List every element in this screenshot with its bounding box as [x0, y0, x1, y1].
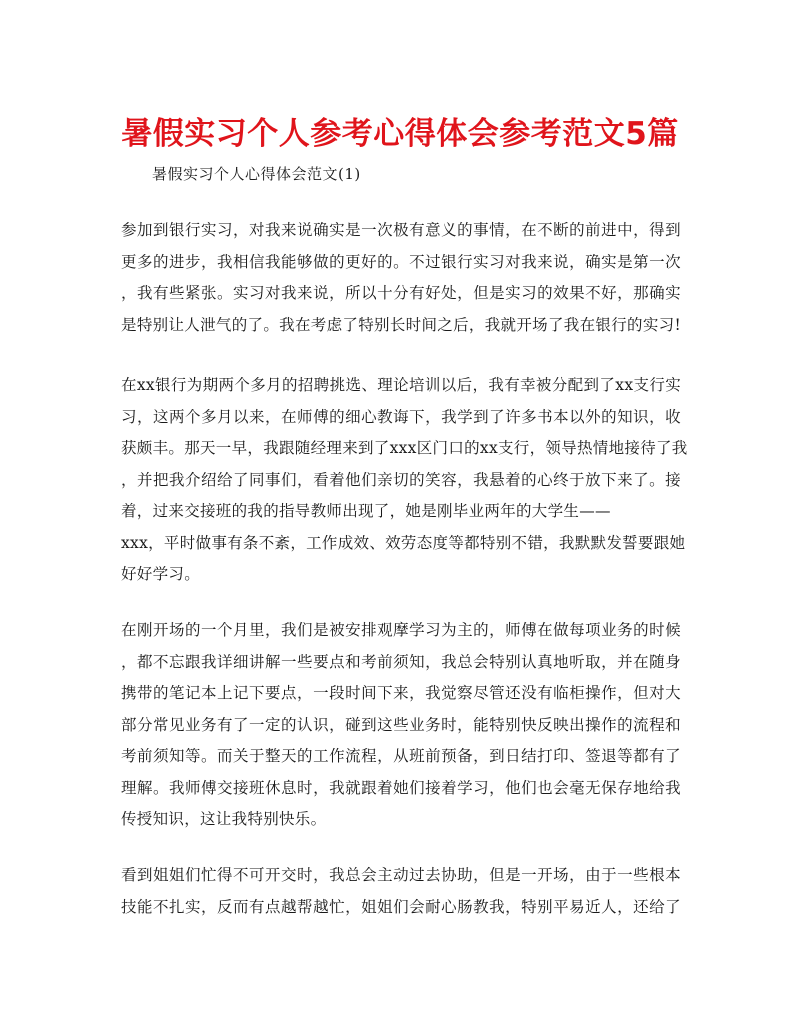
- paragraph-line: 考前须知等。而关于整天的工作流程，从班前预备，到日结打印、签退等都有了: [121, 747, 681, 765]
- document-title: 暑假实习个人参考心得体会参考范文5篇: [121, 116, 679, 152]
- paragraph-line: 获颇丰。那天一早，我跟随经理来到了xxx区门口的xx支行，领导热情地接待了我: [121, 439, 688, 457]
- paragraph-1: [121, 215, 681, 341]
- paragraph-line: 参加到银行实习，对我来说确实是一次极有意义的事情，在不断的前进中，得到: [121, 221, 681, 239]
- paragraph-line: 理解。我师傅交接班休息时，我就跟着她们接着学习，他们也会毫无保存地给我: [121, 778, 681, 797]
- paragraph-line: 携带的笔记本上记下要点，一段时间下来，我觉察尽管还没有临柜操作，但对大: [121, 684, 681, 702]
- paragraph-line: ，我有些紧张。实习对我来说，所以十分有好处，但是实习的效果不好，那确实: [121, 284, 681, 302]
- paragraph-line: 传授知识，这让我特别快乐。: [121, 810, 327, 828]
- paragraph-line: 习，这两个多月以来，在师傅的细心教诲下，我学到了许多书本以外的知识，收: [121, 407, 681, 426]
- paragraph-line: 看到姐姐们忙得不可开交时，我总会主动过去协助，但是一开场，由于一些根本: [121, 866, 681, 884]
- paragraph-line: ，都不忘跟我详细讲解一些要点和考前须知，我总会特别认真地听取，并在随身: [121, 652, 681, 671]
- paragraph-3: [121, 615, 681, 836]
- paragraph-2: [121, 370, 688, 591]
- paragraph-line: xxx，平时做事有条不紊，工作成效、效劳态度等都特别不错，我默默发誓要跟她: [121, 533, 686, 552]
- paragraph-line: 是特别让人泄气的了。我在考虑了特别长时间之后，我就开场了我在银行的实习!: [121, 315, 681, 334]
- paragraph-line: 着，过来交接班的我的指导教师出现了，她是刚毕业两年的大学生——: [121, 502, 611, 520]
- paragraph-line: ，并把我介绍给了同事们，看着他们亲切的笑容，我悬着的心终于放下来了。接: [121, 470, 681, 489]
- paragraph-line: 更多的进步，我相信我能够做的更好的。不过银行实习对我来说，确实是第一次: [121, 252, 681, 271]
- paragraph-line: 在刚开场的一个月里，我们是被安排观摩学习为主的，师傅在做每项业务的时候: [121, 621, 681, 639]
- paragraph-4: [121, 860, 681, 923]
- paragraph-line: 部分常见业务有了一定的认识，碰到这些业务时，能特别快反映出操作的流程和: [121, 715, 681, 734]
- paragraph-line: 技能不扎实，反而有点越帮越忙，姐姐们会耐心肠教我，特别平易近人，还给了: [121, 897, 681, 916]
- paragraph-line: 在xx银行为期两个多月的招聘挑选、理论培训以后，我有幸被分配到了xx支行实: [121, 376, 681, 394]
- document-subtitle: 暑假实习个人心得体会范文(1): [152, 165, 361, 183]
- paragraph-line: 好好学习。: [121, 565, 201, 583]
